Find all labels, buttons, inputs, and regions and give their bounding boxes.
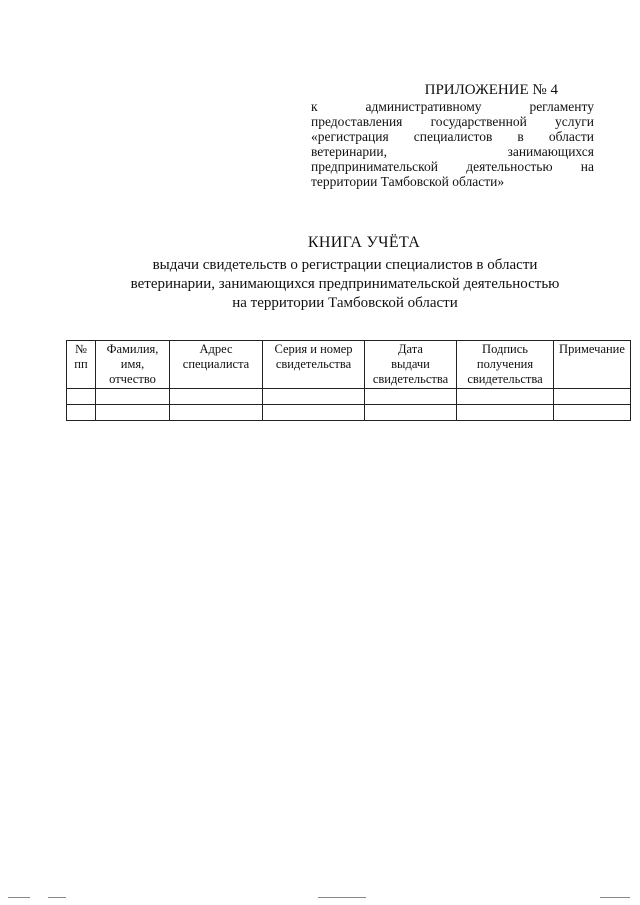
- appendix-header: [311, 83, 594, 189]
- table-cell: [170, 405, 263, 421]
- column-header-line: свидетельства: [275, 357, 352, 371]
- scan-edge-marks: [0, 897, 640, 901]
- column-header-line: специалиста: [182, 357, 250, 371]
- book-subtitle-line: выдачи свидетельств о регистрации специалистов в области: [152, 257, 538, 273]
- column-header: [457, 341, 554, 389]
- appendix-title: ПРИЛОЖЕНИЕ № 4: [424, 82, 558, 98]
- table-cell: [67, 405, 96, 421]
- table-header-row: [67, 341, 631, 389]
- table-cell: [457, 405, 554, 421]
- column-header-line: выдачи: [391, 357, 430, 371]
- table-cell: [554, 389, 631, 405]
- appendix-line: предпринимательской деятельностью на: [311, 159, 594, 174]
- column-header-line: №: [75, 342, 87, 356]
- column-header-line: Адрес: [199, 342, 233, 356]
- table-cell: [457, 389, 554, 405]
- appendix-line: предоставления государственной услуги: [311, 114, 594, 129]
- column-header-line: Примечание: [559, 342, 625, 356]
- scan-mark: [48, 897, 66, 898]
- table-cell: [170, 389, 263, 405]
- book-title: КНИГА УЧЁТА: [307, 234, 421, 251]
- column-header-line: получения: [476, 357, 534, 371]
- book-subtitle: [100, 256, 590, 313]
- table-cell: [365, 405, 457, 421]
- table-cell: [263, 389, 365, 405]
- column-header-line: имя,: [120, 357, 145, 371]
- appendix-line: ветеринарии, занимающихся: [311, 144, 594, 159]
- column-header-line: Фамилия,: [106, 342, 159, 356]
- column-header-line: отчество: [109, 372, 156, 386]
- column-header: [67, 341, 96, 389]
- column-header-line: Дата: [398, 342, 423, 356]
- appendix-line: «регистрация специалистов в области: [311, 129, 594, 144]
- column-header: [170, 341, 263, 389]
- column-header: [554, 341, 631, 389]
- table-cell: [554, 405, 631, 421]
- column-header-line: Серия и номер: [274, 342, 353, 356]
- column-header-line: свидетельства: [372, 372, 449, 386]
- appendix-line: к административному регламенту: [311, 99, 594, 114]
- column-header-line: Подпись: [482, 342, 528, 356]
- table-cell: [96, 389, 170, 405]
- scan-mark: [600, 897, 630, 898]
- column-header: [96, 341, 170, 389]
- table-row: [67, 405, 631, 421]
- book-subtitle-line: ветеринарии, занимающихся предпринимательской деятельностью: [130, 276, 560, 292]
- column-header-line: свидетельства: [467, 372, 543, 386]
- table-cell: [263, 405, 365, 421]
- scan-mark: [8, 897, 30, 898]
- table-row: [67, 389, 631, 405]
- table-cell: [365, 389, 457, 405]
- book-subtitle-line: на территории Тамбовской области: [232, 295, 458, 311]
- scan-mark: [318, 897, 366, 898]
- appendix-line: территории Тамбовской области»: [311, 174, 505, 189]
- registration-table: [66, 340, 631, 421]
- table-cell: [67, 389, 96, 405]
- column-header-line: пп: [74, 357, 88, 371]
- column-header: [365, 341, 457, 389]
- column-header: [263, 341, 365, 389]
- table-cell: [96, 405, 170, 421]
